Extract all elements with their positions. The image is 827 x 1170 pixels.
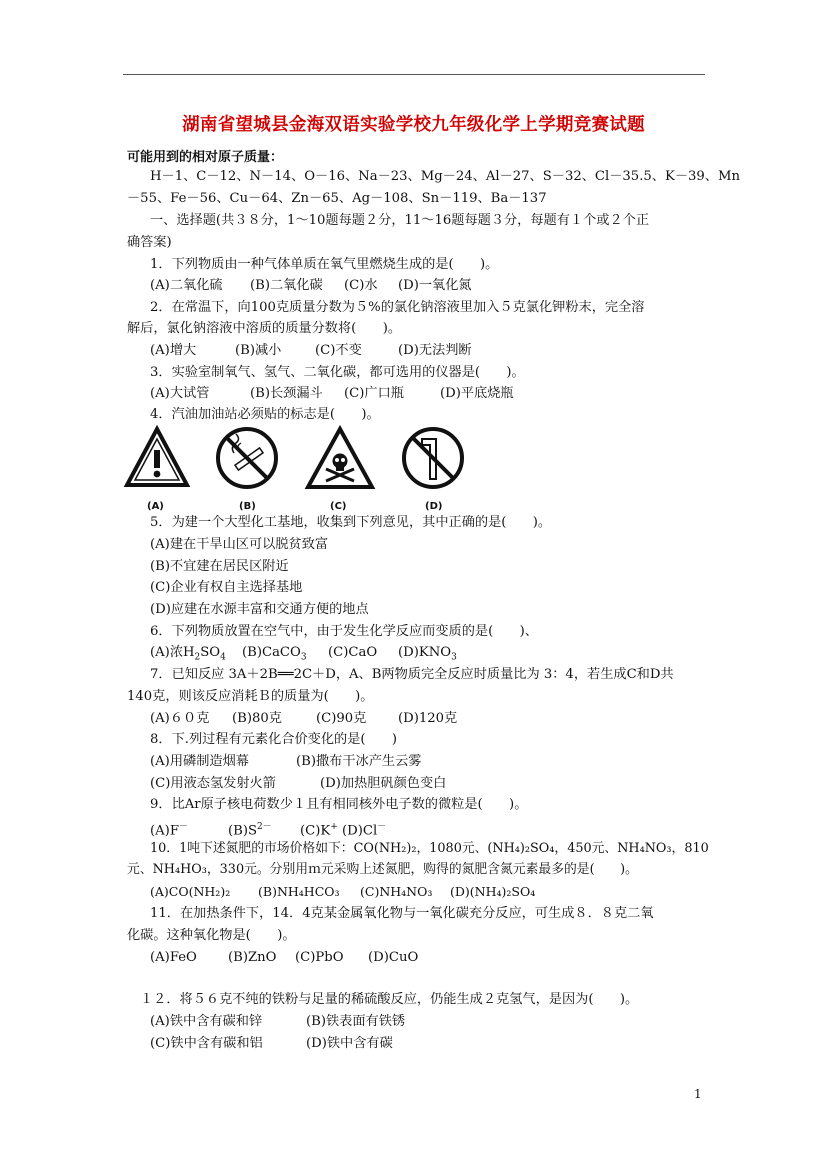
q3-option-b: (B)长颈漏斗 (250, 386, 323, 401)
q1-option-d: (D)一氧化氮 (398, 278, 472, 293)
q10-option-c: (C)NH₄NO₃ (360, 884, 433, 899)
q6-stem: 6．下列物质放置在空气中，由于发生化学反应而变质的是( )、 (150, 624, 538, 639)
warning-triangle-icon (123, 425, 191, 491)
q6-option-d: $(D)KNO_3$ (398, 645, 457, 663)
q11-option-a: (A)FeO (150, 950, 197, 965)
atomic-mass-line-1: H－1、C－12、N－14、O－16、Na－23、Mg－24、Al－27、S－32、Cl－35.5、K－39、Mn (150, 169, 740, 184)
q10-stem-line-1: 10．1吨下述氮肥的市场价格如下：CO(NH₂)₂，1080元、(NH₄)₂SO₄，450元、NH₄NO₃，810 (150, 841, 709, 856)
q1-option-a: (A)二氧化硫 (150, 278, 223, 293)
q11-stem-line-1: 11．在加热条件下，14．4克某金属氧化物与一氧化碳充分反应，可生成８．８克二氧 (150, 906, 654, 921)
q8-option-b: (B)撒布干冰产生云雾 (296, 754, 422, 769)
q9-option-d: (D)Cl－ (342, 822, 387, 839)
q11-option-d: (D)CuO (368, 950, 419, 965)
q1-option-c: (C)水 (344, 278, 378, 293)
q6-option-c: (C)CaO (328, 645, 378, 660)
q9-option-b: $(B)S^{2-}$ (228, 822, 272, 839)
q7-stem-line-1: 7．已知反应 3A＋2B══2C＋D，A、B两物质完全反应时质量比为 3：4，若生成C和D共 (150, 667, 674, 682)
q7-option-c: (C)90克 (316, 711, 367, 726)
q2-option-d: (D)无法判断 (398, 343, 472, 358)
q9-option-a: (A)F－ (150, 822, 188, 839)
q3-option-a: (A)大试管 (150, 386, 210, 401)
sign-caption-d: (D) (425, 501, 443, 512)
q12-option-b: (B)铁表面有铁锈 (306, 1014, 406, 1029)
q4-stem: 4．汽油加油站必须贴的标志是( )。 (150, 407, 380, 422)
sign-figures (120, 425, 480, 520)
q10-option-b: (B)NH₄HCO₃ (258, 884, 340, 899)
section-heading-line-2: 确答案) (127, 235, 172, 250)
q10-option-a: (A)CO(NH₂)₂ (150, 884, 231, 899)
q7-option-d: (D)120克 (398, 711, 458, 726)
q8-option-a: (A)用磷制造烟幕 (150, 754, 249, 769)
q7-option-a: (A)６０克 (150, 711, 210, 726)
q11-stem-line-2: 化碳。这种氧化物是( )。 (127, 928, 296, 943)
q5-option-c: (C)企业有权自主选择基地 (150, 580, 303, 595)
q8-option-c: (C)用液态氢发射火箭 (150, 776, 276, 791)
no-smoking-icon (214, 425, 280, 491)
q3-stem: 3．实验室制氧气、氢气、二氧化碳，都可选用的仪器是( )。 (150, 365, 525, 380)
sign-caption-b: (B) (239, 501, 256, 512)
q8-stem: 8．下.列过程有元素化合价变化的是( ) (150, 732, 398, 747)
q2-option-a: (A)增大 (150, 343, 197, 358)
q11-option-c: (C)PbO (295, 950, 344, 965)
q9-option-c: (C)K+ (300, 822, 338, 839)
q12-stem: １２．将５６克不纯的铁粉与足量的稀硫酸反应，仍能生成２克氢气，是因为( )。 (140, 992, 639, 1007)
q10-option-d: (D)(NH₄)₂SO₄ (450, 884, 536, 899)
sign-caption-a: (A) (147, 501, 164, 512)
q12-option-d: (D)铁中含有碳 (306, 1036, 393, 1051)
q12-option-c: (C)铁中含有碳和铝 (150, 1036, 263, 1051)
atomic-mass-heading: 可能用到的相对原子质量： (127, 150, 284, 165)
q5-stem: 5．为建一个大型化工基地，收集到下列意见，其中正确的是( )。 (150, 515, 552, 530)
q1-option-b: (B)二氧化碳 (250, 278, 323, 293)
page-title: 湖南省望城县金海双语实验学校九年级化学上学期竞赛试题 (182, 115, 645, 135)
q2-option-c: (C)不变 (315, 343, 362, 358)
q6-option-a: (A)浓$H_2SO_4$ (150, 645, 226, 663)
section-heading-line-1: 一、选择题(共３８分，1～10题每题２分，11～16题每题３分，每题有１个或２个正 (150, 213, 650, 228)
q2-stem-line-2: 解后，氯化钠溶液中溶质的质量分数将( )。 (127, 321, 402, 336)
q5-option-b: (B)不宜建在居民区附近 (150, 559, 289, 574)
no-fire-icon (400, 425, 466, 491)
q7-stem-line-2: 140克，则该反应消耗Ｂ的质量为( )。 (127, 689, 374, 704)
q10-stem-line-2: 元、NH₄HO₃，330元。分别用ｍ元采购上述氮肥，购得的氮肥含氮元素最多的是( )。 (127, 862, 638, 877)
q9-stem: 9．比Ar原子核电荷数少１且有相同核外电子数的微粒是( )。 (150, 797, 528, 812)
q3-option-d: (D)平底烧瓶 (440, 386, 514, 401)
atomic-mass-line-2: －55、Fe－56、Cu－64、Zn－65、Ag－108、Sn－119、Ba－137 (127, 191, 547, 206)
toxic-skull-icon (304, 425, 376, 491)
q5-option-a: (A)建在干旱山区可以脱贫致富 (150, 537, 329, 552)
q6-option-b: (B)CaCO$_3$ (242, 645, 307, 663)
q1-stem: 1．下列物质由一种气体单质在氧气里燃烧生成的是( )。 (150, 257, 499, 272)
q2-stem-line-1: 2．在常温下，向100克质量分数为５%的氯化钠溶液里加入５克氯化钾粉末，完全溶 (150, 300, 645, 315)
q12-option-a: (A)铁中含有碳和锌 (150, 1014, 263, 1029)
q11-option-b: (B)ZnO (228, 950, 277, 965)
q8-option-d: (D)加热胆矾颜色变白 (320, 776, 447, 791)
q2-option-b: (B)减小 (235, 343, 282, 358)
sign-caption-c: (C) (330, 501, 347, 512)
q3-option-c: (C)广口瓶 (344, 386, 404, 401)
page-number: 1 (694, 1087, 702, 1101)
header-rule (123, 74, 705, 75)
q7-option-b: (B)80克 (232, 711, 282, 726)
q5-option-d: (D)应建在水源丰富和交通方便的地点 (150, 602, 369, 617)
